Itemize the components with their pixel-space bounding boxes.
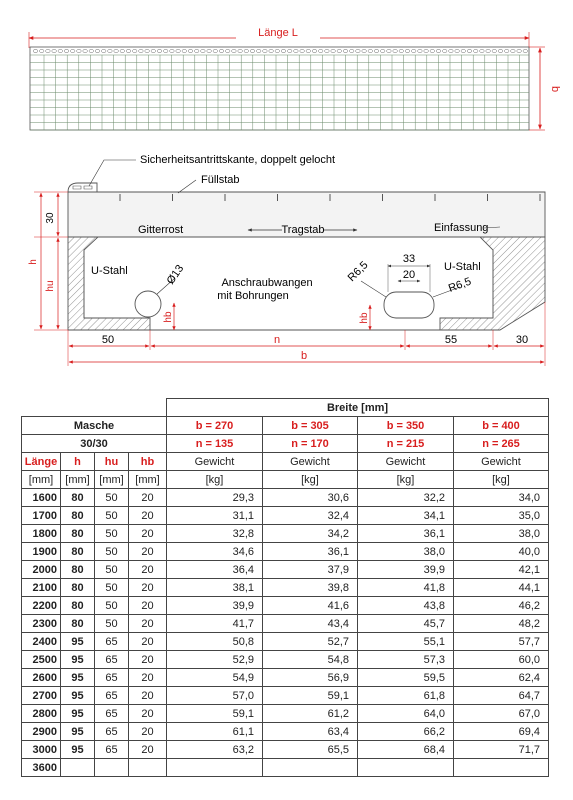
head-hb: hb bbox=[129, 453, 167, 471]
cell-weight-b350: 34,1 bbox=[358, 507, 454, 525]
slot-inner-dim: 20 bbox=[402, 269, 416, 281]
table-row bbox=[22, 633, 549, 651]
cell-hb: 20 bbox=[129, 489, 167, 507]
cell-weight-b350: 68,4 bbox=[358, 741, 454, 759]
cell-weight-b400 bbox=[454, 759, 549, 777]
cell-length: 3000 bbox=[22, 741, 61, 759]
cell-length: 2500 bbox=[22, 651, 61, 669]
table-row bbox=[22, 651, 549, 669]
cell-hu: 50 bbox=[95, 507, 129, 525]
breite-header: Breite [mm] bbox=[167, 399, 549, 417]
weight-table bbox=[21, 398, 549, 777]
head-hu: hu bbox=[95, 453, 129, 471]
table-row bbox=[22, 741, 549, 759]
cell-weight-b270: 36,4 bbox=[167, 561, 263, 579]
table-row bbox=[22, 759, 549, 777]
col-weight-label-1: Gewicht bbox=[263, 453, 358, 471]
cell-weight-b350: 38,0 bbox=[358, 543, 454, 561]
cell-weight-b305: 34,2 bbox=[263, 525, 358, 543]
col-weight-label-0: Gewicht bbox=[167, 453, 263, 471]
dim-50: 50 bbox=[101, 334, 115, 346]
cell-weight-b270: 32,8 bbox=[167, 525, 263, 543]
cell-hb: 20 bbox=[129, 561, 167, 579]
cell-weight-b305 bbox=[263, 759, 358, 777]
cell-weight-b400: 42,1 bbox=[454, 561, 549, 579]
cell-weight-b305: 39,8 bbox=[263, 579, 358, 597]
top-view bbox=[29, 26, 561, 130]
cell-hb: 20 bbox=[129, 633, 167, 651]
safety-edge-label: Sicherheitsantrittskante, doppelt gelocht bbox=[140, 154, 336, 166]
cell-weight-b305: 63,4 bbox=[263, 723, 358, 741]
cell-length: 2400 bbox=[22, 633, 61, 651]
cell-h: 80 bbox=[61, 561, 95, 579]
cell-weight-b270: 54,9 bbox=[167, 669, 263, 687]
cell-hu: 65 bbox=[95, 741, 129, 759]
cell-weight-b270: 50,8 bbox=[167, 633, 263, 651]
cell-length: 2900 bbox=[22, 723, 61, 741]
col-unit-0: [kg] bbox=[167, 471, 263, 489]
table-row bbox=[22, 543, 549, 561]
cell-weight-b305: 65,5 bbox=[263, 741, 358, 759]
cell-h bbox=[61, 759, 95, 777]
hole-diameter-label: Ø13 bbox=[164, 262, 187, 287]
table-row bbox=[22, 597, 549, 615]
dim-n: n bbox=[273, 334, 281, 346]
cell-weight-b270: 38,1 bbox=[167, 579, 263, 597]
cell-h: 95 bbox=[61, 687, 95, 705]
col-b-2: b = 350 bbox=[358, 417, 454, 435]
table-row bbox=[22, 669, 549, 687]
cell-h: 95 bbox=[61, 651, 95, 669]
cell-weight-b305: 61,2 bbox=[263, 705, 358, 723]
cell-weight-b400: 40,0 bbox=[454, 543, 549, 561]
cell-length: 1700 bbox=[22, 507, 61, 525]
cell-weight-b350: 55,1 bbox=[358, 633, 454, 651]
cell-hb: 20 bbox=[129, 651, 167, 669]
technical-drawing bbox=[0, 0, 573, 395]
cell-length: 2200 bbox=[22, 597, 61, 615]
cell-hb: 20 bbox=[129, 615, 167, 633]
cell-weight-b270: 41,7 bbox=[167, 615, 263, 633]
table-row bbox=[22, 723, 549, 741]
cell-hu: 65 bbox=[95, 705, 129, 723]
table-row bbox=[22, 489, 549, 507]
cell-hb: 20 bbox=[129, 705, 167, 723]
u-steel-left-label: U-Stahl bbox=[91, 265, 128, 277]
cell-weight-b270: 61,1 bbox=[167, 723, 263, 741]
cell-weight-b270: 59,1 bbox=[167, 705, 263, 723]
cell-weight-b270: 31,1 bbox=[167, 507, 263, 525]
table-row bbox=[22, 705, 549, 723]
slot-outer-dim: 33 bbox=[402, 253, 416, 265]
dim-h: h bbox=[28, 259, 39, 265]
head-h: h bbox=[61, 453, 95, 471]
cell-weight-b305: 30,6 bbox=[263, 489, 358, 507]
cell-weight-b400: 67,0 bbox=[454, 705, 549, 723]
dim-30-bottom: 30 bbox=[515, 334, 529, 346]
cell-length: 2300 bbox=[22, 615, 61, 633]
col-b-3: b = 400 bbox=[454, 417, 549, 435]
filler-bar-label: Füllstab bbox=[201, 174, 240, 186]
cell-hu: 50 bbox=[95, 579, 129, 597]
bearing-bar-label: Tragstab bbox=[281, 224, 325, 236]
cell-length: 1600 bbox=[22, 489, 61, 507]
cell-hu: 65 bbox=[95, 723, 129, 741]
cell-weight-b350: 32,2 bbox=[358, 489, 454, 507]
cell-length: 2100 bbox=[22, 579, 61, 597]
cell-weight-b400: 69,4 bbox=[454, 723, 549, 741]
cell-hu bbox=[95, 759, 129, 777]
cell-h: 95 bbox=[61, 741, 95, 759]
cell-hu: 50 bbox=[95, 597, 129, 615]
cell-h: 80 bbox=[61, 579, 95, 597]
col-weight-label-3: Gewicht bbox=[454, 453, 549, 471]
cell-weight-b305: 36,1 bbox=[263, 543, 358, 561]
cell-weight-b400: 62,4 bbox=[454, 669, 549, 687]
dim-30-top: 30 bbox=[45, 212, 56, 224]
cell-weight-b305: 43,4 bbox=[263, 615, 358, 633]
unit-h: [mm] bbox=[61, 471, 95, 489]
cell-hb bbox=[129, 759, 167, 777]
cell-hb: 20 bbox=[129, 687, 167, 705]
cell-weight-b400: 44,1 bbox=[454, 579, 549, 597]
length-label: Länge L bbox=[258, 27, 298, 39]
cell-weight-b350: 61,8 bbox=[358, 687, 454, 705]
table-row bbox=[22, 579, 549, 597]
unit-laenge: [mm] bbox=[22, 471, 61, 489]
unit-hu: [mm] bbox=[95, 471, 129, 489]
cell-weight-b305: 59,1 bbox=[263, 687, 358, 705]
cell-weight-b400: 35,0 bbox=[454, 507, 549, 525]
width-label-top: b bbox=[549, 85, 561, 93]
cell-hb: 20 bbox=[129, 597, 167, 615]
dim-b: b bbox=[300, 350, 308, 362]
cell-h: 95 bbox=[61, 705, 95, 723]
cell-weight-b305: 32,4 bbox=[263, 507, 358, 525]
cell-hb: 20 bbox=[129, 669, 167, 687]
cell-weight-b270: 57,0 bbox=[167, 687, 263, 705]
cell-h: 95 bbox=[61, 633, 95, 651]
col-n-0: n = 135 bbox=[167, 435, 263, 453]
cell-length: 3600 bbox=[22, 759, 61, 777]
masche-value: 30/30 bbox=[22, 435, 167, 453]
slot-hole bbox=[384, 292, 434, 318]
cell-hu: 65 bbox=[95, 651, 129, 669]
head-laenge: Länge bbox=[22, 453, 61, 471]
cell-weight-b305: 52,7 bbox=[263, 633, 358, 651]
cell-weight-b350: 43,8 bbox=[358, 597, 454, 615]
cell-hu: 50 bbox=[95, 525, 129, 543]
cell-weight-b305: 54,8 bbox=[263, 651, 358, 669]
cell-hu: 65 bbox=[95, 633, 129, 651]
cell-length: 1800 bbox=[22, 525, 61, 543]
table-row bbox=[22, 615, 549, 633]
cell-hb: 20 bbox=[129, 741, 167, 759]
cell-weight-b400: 38,0 bbox=[454, 525, 549, 543]
table-row bbox=[22, 507, 549, 525]
cell-weight-b400: 64,7 bbox=[454, 687, 549, 705]
cell-weight-b400: 60,0 bbox=[454, 651, 549, 669]
cell-h: 80 bbox=[61, 525, 95, 543]
cell-hu: 50 bbox=[95, 543, 129, 561]
cell-hb: 20 bbox=[129, 543, 167, 561]
col-unit-3: [kg] bbox=[454, 471, 549, 489]
cell-hb: 20 bbox=[129, 507, 167, 525]
col-n-1: n = 170 bbox=[263, 435, 358, 453]
cell-hb: 20 bbox=[129, 525, 167, 543]
cell-weight-b270: 52,9 bbox=[167, 651, 263, 669]
hb-left-dim: hb bbox=[163, 311, 174, 323]
masche-label: Masche bbox=[22, 417, 167, 435]
cell-hu: 65 bbox=[95, 687, 129, 705]
cell-length: 2800 bbox=[22, 705, 61, 723]
cell-h: 95 bbox=[61, 723, 95, 741]
dim-hu: hu bbox=[45, 280, 56, 292]
cell-h: 95 bbox=[61, 669, 95, 687]
hb-right-dim: hb bbox=[359, 312, 370, 324]
col-unit-1: [kg] bbox=[263, 471, 358, 489]
cell-weight-b400: 71,7 bbox=[454, 741, 549, 759]
bolt-plates-label-1: Anschraubwangen bbox=[221, 277, 313, 289]
col-n-3: n = 265 bbox=[454, 435, 549, 453]
cell-weight-b305: 41,6 bbox=[263, 597, 358, 615]
u-steel-right-label: U-Stahl bbox=[444, 261, 481, 273]
cell-weight-b270: 29,3 bbox=[167, 489, 263, 507]
cell-weight-b350: 57,3 bbox=[358, 651, 454, 669]
cell-length: 1900 bbox=[22, 543, 61, 561]
cell-length: 2700 bbox=[22, 687, 61, 705]
cell-weight-b350: 59,5 bbox=[358, 669, 454, 687]
cell-weight-b270: 63,2 bbox=[167, 741, 263, 759]
cell-weight-b270 bbox=[167, 759, 263, 777]
col-b-0: b = 270 bbox=[167, 417, 263, 435]
cell-hu: 65 bbox=[95, 669, 129, 687]
radius-left-label: R6,5 bbox=[345, 259, 371, 285]
cell-h: 80 bbox=[61, 507, 95, 525]
cell-hu: 50 bbox=[95, 561, 129, 579]
bolt-hole bbox=[135, 291, 161, 317]
cell-weight-b400: 34,0 bbox=[454, 489, 549, 507]
cell-weight-b270: 34,6 bbox=[167, 543, 263, 561]
cell-weight-b350: 39,9 bbox=[358, 561, 454, 579]
table-row bbox=[22, 687, 549, 705]
cell-hu: 50 bbox=[95, 615, 129, 633]
col-unit-2: [kg] bbox=[358, 471, 454, 489]
cell-h: 80 bbox=[61, 597, 95, 615]
col-weight-label-2: Gewicht bbox=[358, 453, 454, 471]
table-row bbox=[22, 525, 549, 543]
unit-hb: [mm] bbox=[129, 471, 167, 489]
cell-hb: 20 bbox=[129, 723, 167, 741]
cell-h: 80 bbox=[61, 543, 95, 561]
cell-weight-b305: 37,9 bbox=[263, 561, 358, 579]
cell-weight-b400: 57,7 bbox=[454, 633, 549, 651]
col-b-1: b = 305 bbox=[263, 417, 358, 435]
dim-55: 55 bbox=[444, 334, 458, 346]
cell-weight-b400: 48,2 bbox=[454, 615, 549, 633]
cell-weight-b400: 46,2 bbox=[454, 597, 549, 615]
cell-hu: 50 bbox=[95, 489, 129, 507]
table-row bbox=[22, 561, 549, 579]
cell-weight-b305: 56,9 bbox=[263, 669, 358, 687]
cell-weight-b350: 36,1 bbox=[358, 525, 454, 543]
cell-weight-b350: 64,0 bbox=[358, 705, 454, 723]
cell-weight-b350: 41,8 bbox=[358, 579, 454, 597]
col-n-2: n = 215 bbox=[358, 435, 454, 453]
cell-length: 2600 bbox=[22, 669, 61, 687]
cell-weight-b350: 45,7 bbox=[358, 615, 454, 633]
cell-weight-b270: 39,9 bbox=[167, 597, 263, 615]
frame-label: Einfassung bbox=[434, 222, 489, 234]
cell-weight-b350 bbox=[358, 759, 454, 777]
grating-label: Gitterrost bbox=[138, 224, 184, 236]
cell-length: 2000 bbox=[22, 561, 61, 579]
cell-hb: 20 bbox=[129, 579, 167, 597]
cross-section bbox=[28, 154, 545, 366]
bolt-plates-label-2: mit Bohrungen bbox=[217, 290, 289, 302]
cell-h: 80 bbox=[61, 615, 95, 633]
cell-h: 80 bbox=[61, 489, 95, 507]
radius-right-label: R6,5 bbox=[446, 275, 473, 295]
cell-weight-b350: 66,2 bbox=[358, 723, 454, 741]
